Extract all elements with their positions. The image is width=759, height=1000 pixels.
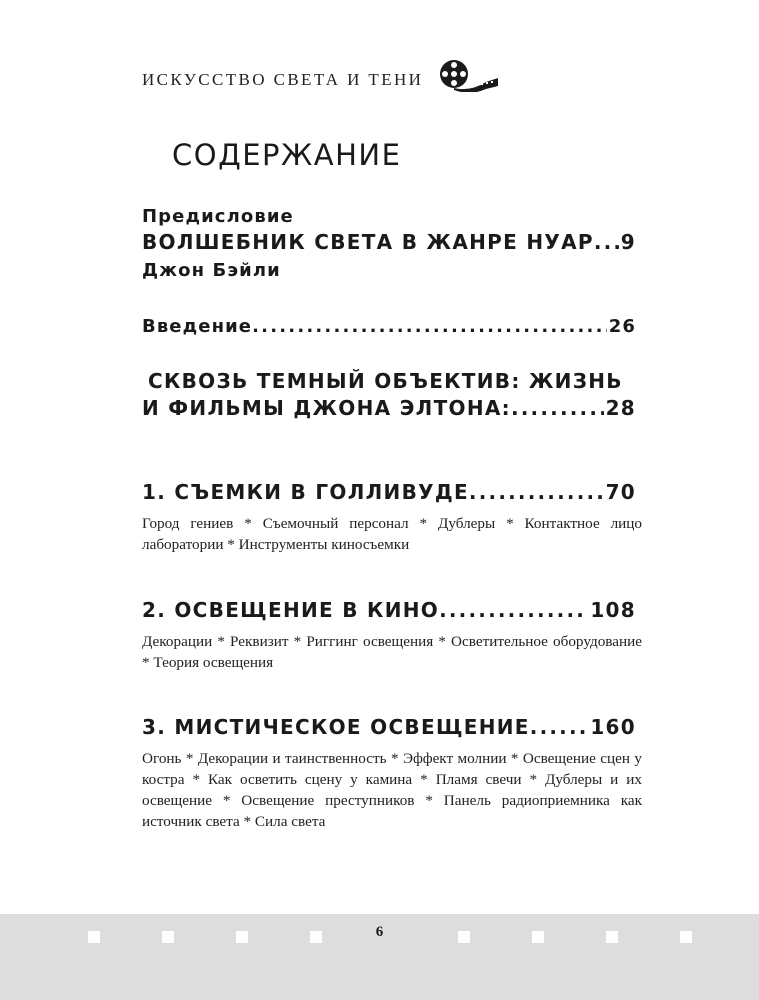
toc-entry-title: 1. СЪЕМКИ В ГОЛЛИВУДЕ [142,480,469,504]
foreword-label: Предисловие [142,206,294,227]
page-title: СОДЕРЖАНИЕ [172,138,402,172]
toc-entry-chapter-3 [142,715,636,739]
toc-page-number: 160 [590,715,636,739]
foreword-author: Джон Бэйли [142,260,281,281]
chapter-3-topics: Огонь * Декорации и таинственность * Эффект молнии * Освещение сцен у костра * Как осветить сцену у камина * Пламя свечи * Дублеры и их освещение * Освещение преступников * Панель радиоприемника как источник света * Сила света [142,750,642,830]
toc-entry-essay [142,396,636,420]
toc-page-number: 9 [620,230,636,254]
dot-leader [511,396,604,420]
film-reel-icon [436,58,500,92]
toc-entry-title: Введение [142,316,253,337]
dot-leader [469,480,604,504]
running-head: ИСКУССТВО СВЕТА И ТЕНИ [142,70,424,89]
dot-leader [439,598,588,622]
toc-entry-title: И ФИЛЬМЫ ДЖОНА ЭЛТОНА: [142,396,511,420]
chapter-2-topics: Декорации * Реквизит * Риггинг освещения * Осветительное оборудование * Теория освещения [142,633,642,671]
essay-title-line1: СКВОЗЬ ТЕМНЫЙ ОБЪЕКТИВ: ЖИЗНЬ [148,369,623,393]
toc-page-number: 108 [590,598,636,622]
toc-entry-title: 2. ОСВЕЩЕНИЕ В КИНО [142,598,440,622]
page-number: 6 [375,924,384,940]
toc-entry-intro [142,316,636,337]
dot-leader [594,230,619,254]
toc-page-number: 26 [608,316,636,337]
toc-entry-foreword [142,230,636,254]
toc-entry-chapter-2 [142,598,636,622]
chapter-1-topics: Город гениев * Съемочный персонал * Дублеры * Контактное лицо лаборатории * Инструменты киносъемки [142,515,642,553]
toc-entry-title: 3. МИСТИЧЕСКОЕ ОСВЕЩЕНИЕ [142,715,530,739]
toc-entry-chapter-1 [142,480,636,504]
dot-leader [252,316,607,337]
dot-leader [530,715,589,739]
film-strip-footer [0,914,759,1000]
toc-page-number: 28 [605,396,636,420]
toc-entry-title: ВОЛШЕБНИК СВЕТА В ЖАНРЕ НУАР [142,230,594,254]
toc-page-number: 70 [605,480,636,504]
